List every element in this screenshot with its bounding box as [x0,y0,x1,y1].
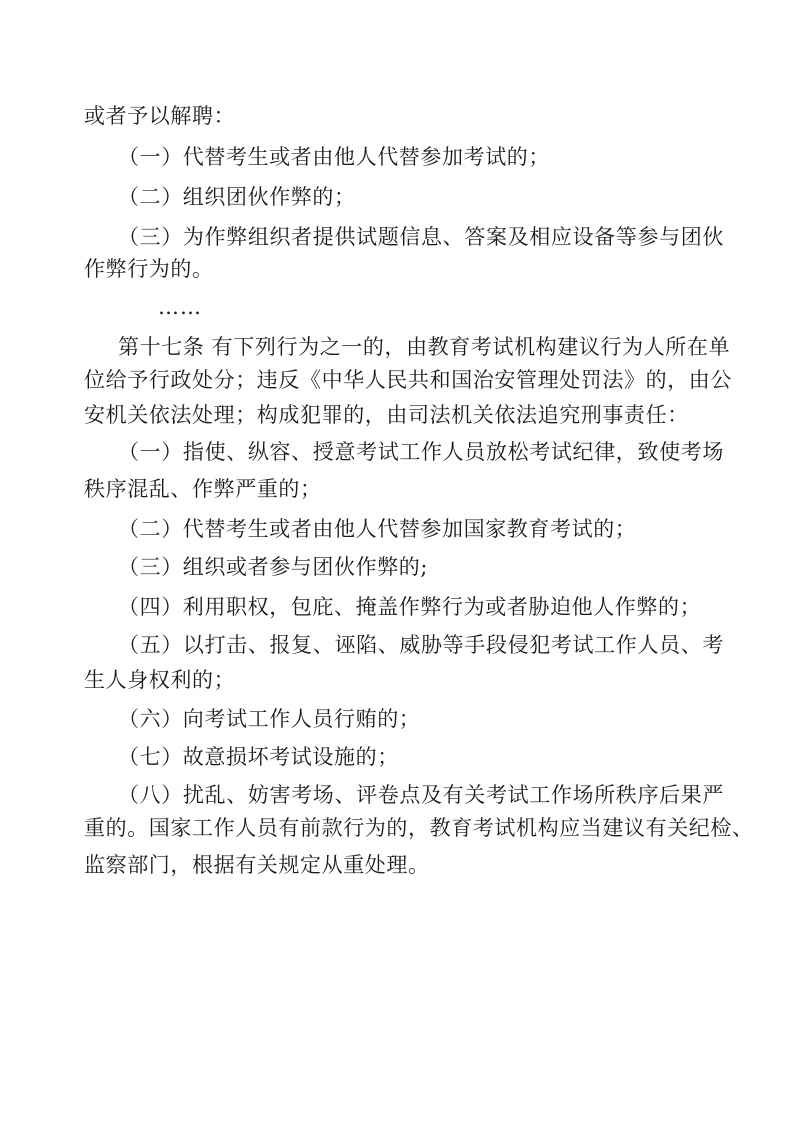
text-line: 秩序混乱、作弊严重的； [84,477,322,501]
text-line: （七）故意损坏考试设施的； [118,745,399,769]
text-line: 或者予以解聘： [84,104,236,128]
text-line: 重的。国家工作人员有前款行为的，教育考试机构应当建议有关纪检、 [84,816,754,840]
text-line: （六）向考试工作人员行贿的； [118,707,421,731]
text-line: （八）扰乱、妨害考场、评卷点及有关考试工作场所秩序后果严 [118,783,724,807]
text-line: （二）代替考生或者由他人代替参加国家教育考试的； [118,517,637,541]
text-line: （三）组织或者参与团伙作弊的; [118,555,429,579]
text-line: 安机关依法处理；构成犯罪的，由司法机关依法追究刑事责任： [84,403,689,427]
text-line: （五）以打击、报复、诬陷、威胁等手段侵犯考试工作人员、考 [118,633,724,657]
text-line: （二）组织团伙作弊的； [118,185,356,209]
text-line: （三）为作弊组织者提供试题信息、答案及相应设备等参与团伙 [118,225,724,249]
text-line: 作弊行为的。 [84,257,214,281]
text-line: （一）代替考生或者由他人代替参加考试的； [118,145,550,169]
ellipsis-line: …… [158,295,202,319]
text-line: 位给予行政处分；违反《中华人民共和国治安管理处罚法》的，由公 [84,368,732,392]
text-line: 生人身权利的； [84,668,236,692]
article-heading-line: 第十七条 有下列行为之一的，由教育考试机构建议行为人所在单 [118,335,731,359]
text-line: （四）利用职权，包庇、掩盖作弊行为或者胁迫他人作弊的； [118,595,702,619]
text-line: 监察部门，根据有关规定从重处理。 [84,853,430,877]
text-line: （一）指使、纵容、授意考试工作人员放松考试纪律，致使考场 [118,440,724,464]
